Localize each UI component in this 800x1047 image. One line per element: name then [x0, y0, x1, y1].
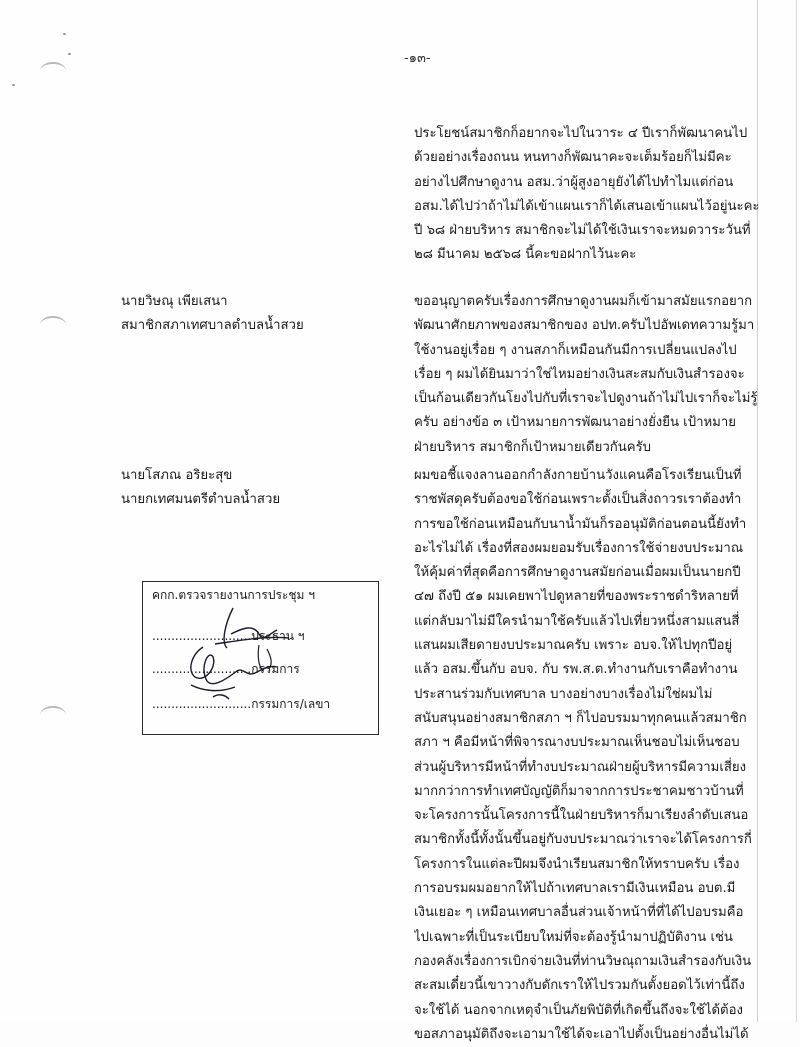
text-line: ปี ๖๘ ฝ่ายบริหาร สมาชิกจะไม่ได้ใช้เงินเราจะหมดวาระวันที่ [414, 223, 751, 239]
text-line: ๒๘ มีนาคม ๒๕๖๘ นี้คะขอฝากไว้นะคะ [414, 247, 637, 263]
text-line: เงินเยอะ ๆ เหมือนเทศบาลอื่นส่วนเจ้าหน้าที่ที่ได้ไปอบรมคือ [414, 905, 744, 921]
text-line: ส่วนผู้บริหารมีหน้าที่ทำงบประมาณฝ่ายผู้บริหารมีความเสี่ยง [414, 759, 747, 775]
text-line: กองคลังเรื่องการเบิกจ่ายเงินที่ท่านวิษณุถามเงินสำรองกับเงิน [414, 953, 752, 969]
scan-speck [63, 33, 66, 35]
text-line: ขอสภาอนุมัติถึงจะเอามาใช้ได้จะเอาไปตั้งเป็นอย่างอื่นไม่ได้ [414, 1026, 749, 1042]
handwritten-signature [173, 637, 293, 707]
text-line: ประโยชน์สมาชิกก็อยากจะไปในวาระ ๔ ปีเราก็พัฒนาคนไป [414, 126, 748, 141]
speaker-role: สมาชิกสภาเทศบาลตำบลน้ำสวย [121, 318, 304, 333]
page-number: -๑๓- [404, 51, 431, 66]
text-line: ใช้งานอยู่เรื่อย ๆ งานสภาก็เหมือนกันมีการเปลี่ยนแปลงไป [414, 342, 737, 358]
text-line: ผมขอชี้แจงลานออกกำลังกายบ้านวังแคนคือโรงเรียนเป็นที่ [414, 468, 742, 483]
stamp-title: คกก.ตรวจรายงานการประชุม ฯ [152, 588, 315, 602]
text-line: แสนผมเสียดายงบประมาณครับ เพราะ อบจ.ให้ไปทุกปีอยู่ [414, 638, 733, 654]
signature-dotline: .......................... [152, 662, 252, 676]
text-line: เรื่อย ๆ ผมได้ยินมาว่าใช่ไหมอย่างเงินสะสมกับเงินสำรองจะ [414, 366, 745, 382]
stamp-role-label: กรรมการ/เลขา [251, 697, 331, 711]
speaker-name: นายโสภณ อริยะสุข [121, 468, 233, 483]
text-line: มากกว่าการทำเทศบัญญัติก็มาจากการประชาคมชาวบ้านที่ [414, 783, 744, 799]
text-line: อสม.ได้ไปว่าถ้าไม่ได้เข้าแผนเราก็ได้เสนอเข้าแผนไว้อยู่นะคะ [414, 198, 760, 214]
speaker-label [121, 464, 280, 512]
speech-paragraph [414, 290, 764, 460]
text-line: สะสมเดี๋ยวนี้เขาวางกับดักเราให้ไปรวมกันตั้งยอดไว้เท่านี้ถึง [414, 978, 745, 994]
speaker-role: นายกเทศมนตรีตำบลน้ำสวย [121, 492, 281, 507]
punch-hole-mark [40, 706, 66, 724]
scan-speck [68, 53, 71, 55]
text-line: สนับสนุนอย่างสมาชิกสภา ฯ ก็ไปอบรมมาทุกคนแล้วสมาชิก [414, 710, 747, 726]
text-line: แล้ว อสม.ขึ้นกับ อบจ. กับ รพ.ส.ต.ทำงานกับเราคือทำงาน [414, 662, 738, 678]
committee-stamp [142, 581, 379, 735]
text-line: ฝ่ายบริหาร สมาชิกก็เป้าหมายเดียวกันครับ [414, 439, 652, 455]
text-line: ให้คุ้มค่าที่สุดคือการศึกษาดูงานสมัยก่อนเมื่อผมเป็นนายกปี [414, 565, 741, 581]
scan-speck [12, 84, 15, 86]
text-line: อย่างไปศึกษาดูงาน อสม.ว่าผู้สูงอายุยังได้ไปทำไมแต่ก่อน [414, 174, 734, 190]
text-line: สมาชิกทั้งนี้ทั้งนั้นขึ้นอยู่กับงบประมาณว่าเราจะได้โครงการกี่ [414, 832, 752, 848]
text-line: โครงการในแต่ละปีผมจึงนำเรียนสมาชิกให้ทราบครับ เรื่อง [414, 856, 740, 872]
text-line: แต่กลับมาไม่มีใครนำมาใช้ครับแล้วไปเที่ยวหนึ่งสามแสนสี่ [414, 613, 740, 629]
stamp-role-label: กรรมการ [251, 662, 300, 676]
continuation-paragraph [414, 122, 764, 268]
text-line: สภา ฯ คือมีหน้าที่พิจารณางบประมาณเห็นชอบไม่เห็นชอบ [414, 735, 740, 751]
text-line: การอบรมผมอยากให้ไปถ้าเทศบาลเรามีเงินเหมือน อบต.มี [414, 881, 736, 897]
text-line: ไปเฉพาะที่เป็นระเบียบใหม่ที่จะต้องรู้นำมาปฏิบัติงาน เช่น [414, 929, 733, 945]
speaker-name: นายวิษณุ เพียเสนา [121, 294, 228, 309]
text-line: จะใช้ได้ นอกจากเหตุจำเป็นภัยพิบัติที่เกิดขึ้นถึงจะใช้ได้ต้อง [414, 1002, 743, 1018]
speaker-label [121, 290, 304, 338]
punch-hole-mark [40, 62, 66, 80]
signature-dotline: .......................... [152, 629, 252, 643]
text-line: การขอใช้ก่อนเหมือนกับนาน้ำมันก็รออนุมัติก่อนตอนนี้ยังทำ [414, 516, 747, 532]
text-line: ขออนุญาตครับเรื่องการศึกษาดูงานผมก็เข้ามาสมัยแรกอยาก [414, 294, 753, 309]
text-line: ครับ อย่างข้อ ๓ เป้าหมายการพัฒนาอย่างยั่งยืน เป้าหมาย [414, 415, 736, 431]
punch-hole-mark [40, 316, 66, 334]
text-line: ประสานร่วมกับเทศบาล บางอย่างบางเรื่องไม่ใช่ผมไม่ [414, 686, 713, 702]
text-line: ๔๗ ถึงปี ๕๑ ผมเคยพาไปดูหลายที่ของพระราชดำริหลายที่ [414, 589, 739, 605]
text-line: ด้วยอย่างเรื่องถนน หนทางก็พัฒนาคะจะเต็มร้อยก็ไม่มีคะ [414, 150, 732, 166]
text-line: เป็นก้อนเดียวกันโยงไปกับที่เราจะไปดูงานถ้าไม่ไปเราก็จะไม่รู้ [414, 391, 758, 407]
text-line: ราชพัสดุครับต้องขอใช้ก่อนเพราะตั้งเป็นสิ่งถาวรเราต้องทำ [414, 492, 742, 508]
signature-dotline: .......................... [152, 697, 252, 711]
text-line: อะไรไม่ได้ เรื่องที่สองผมยอมรับเรื่องการใช้จ่ายงบประมาณ [414, 540, 744, 556]
text-line: พัฒนาศักยภาพของสมาชิกของ อปท.ครับไปอัพเดทความรู้มา [414, 318, 755, 334]
scan-edge-line [796, 0, 797, 1022]
speech-paragraph [414, 464, 764, 1047]
stamp-role-label: ประธาน ฯ [251, 629, 305, 643]
text-line: จะโครงการนั้นโครงการนี้ในฝ่ายบริหารก็มาเรียงลำดับเสนอ [414, 808, 749, 824]
